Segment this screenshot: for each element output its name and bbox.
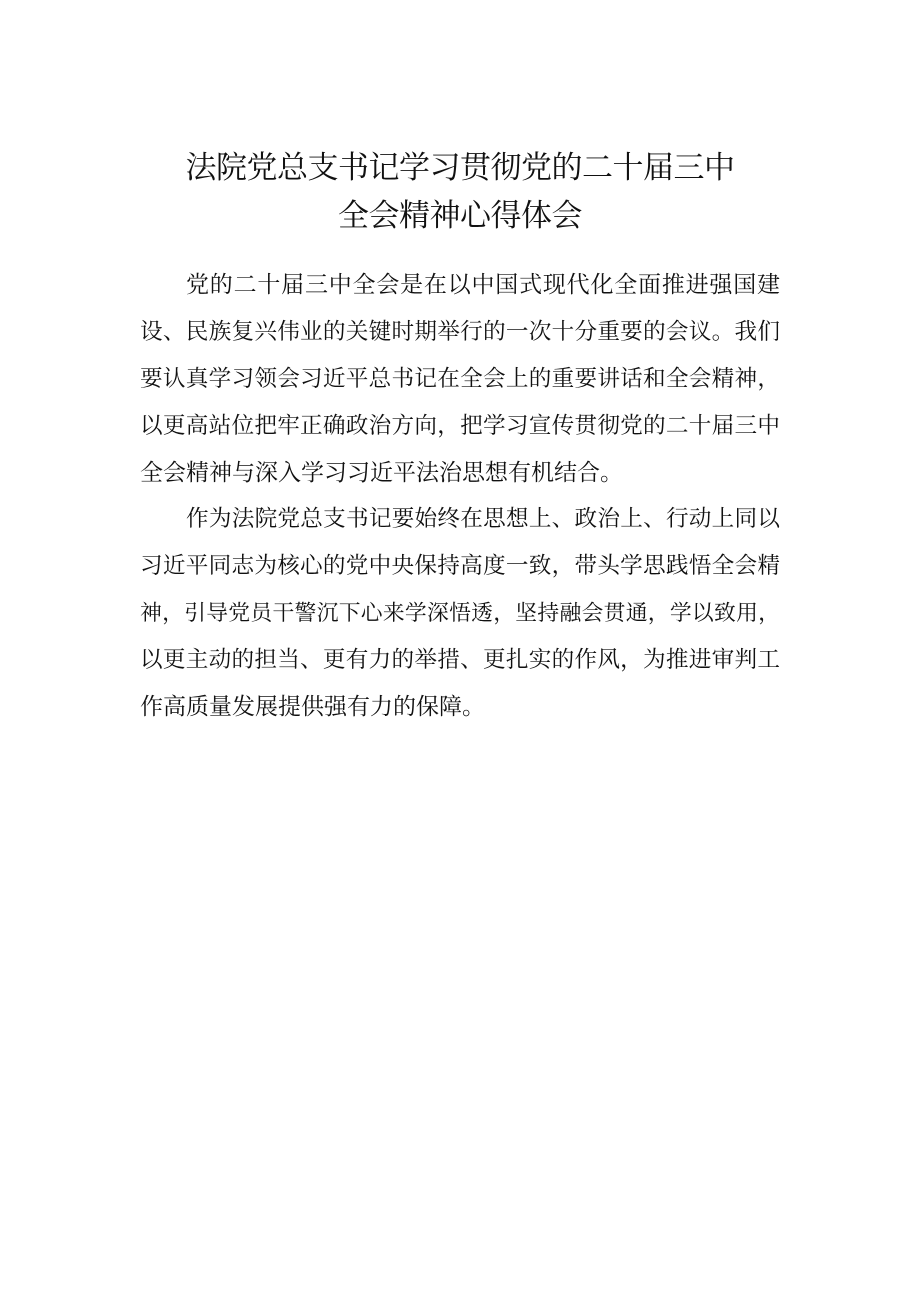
paragraph-line: 以更高站位把牢正确政治方向，把学习宣传贯彻党的二十届三中 [140, 413, 780, 439]
document-title-line-2: 全会精神心得体会 [338, 198, 582, 234]
document-title-line-1: 法院党总支书记学习贯彻党的二十届三中 [185, 150, 735, 186]
paragraph-line: 习近平同志为核心的党中央保持高度一致，带头学思践悟全会精 [140, 553, 780, 579]
paragraph-line: 全会精神与深入学习习近平法治思想有机结合。 [140, 460, 623, 486]
paragraph-line: 作为法院党总支书记要始终在思想上、政治上、行动上同以 [186, 506, 780, 532]
paragraph-2 [140, 496, 780, 731]
paragraph-line: 以更主动的担当、更有力的举措、更扎实的作风，为推进审判工 [140, 647, 780, 673]
paragraph-line: 党的二十届三中全会是在以中国式现代化全面推进强国建 [186, 272, 780, 298]
paragraph-1 [140, 262, 780, 497]
paragraph-line: 要认真学习领会习近平总书记在全会上的重要讲话和全会精神， [140, 366, 780, 392]
paragraph-line: 设、民族复兴伟业的关键时期举行的一次十分重要的会议。我们 [140, 319, 780, 345]
paragraph-line: 神，引导党员干警沉下心来学深悟透，坚持融会贯通，学以致用， [140, 601, 780, 626]
paragraph-line: 作高质量发展提供强有力的保障。 [140, 694, 485, 720]
